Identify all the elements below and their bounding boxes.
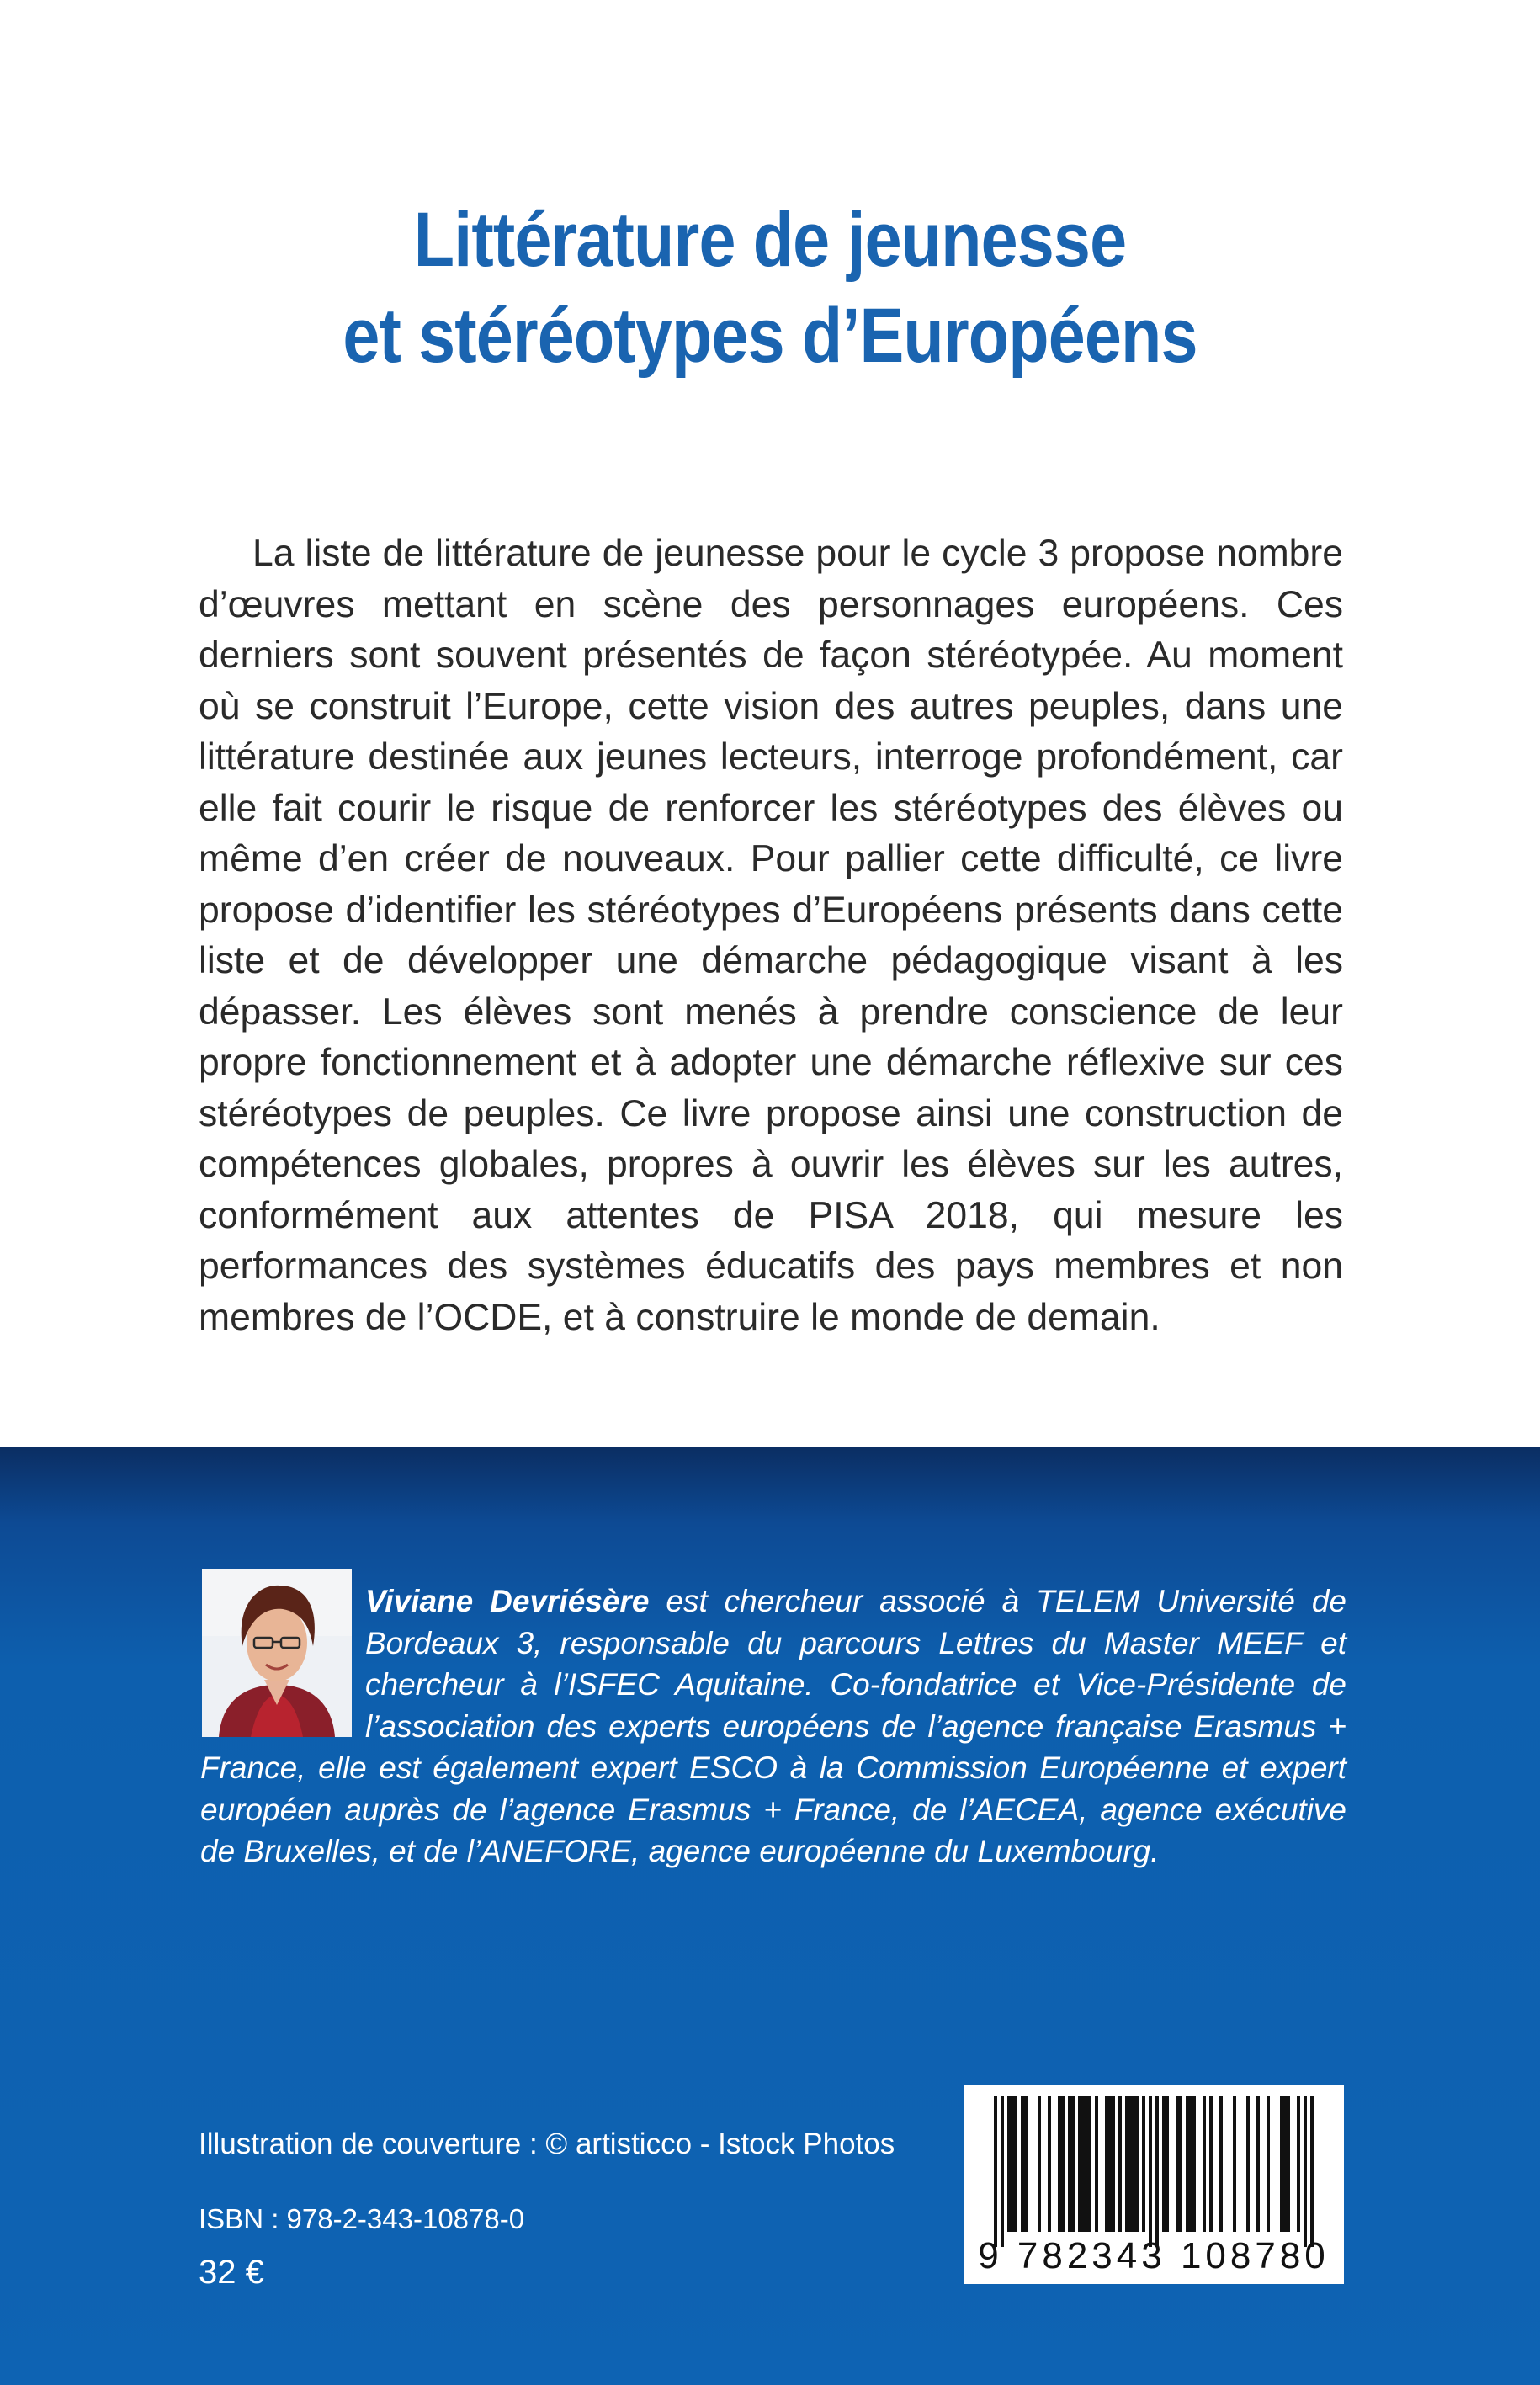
barcode-bar xyxy=(1149,2096,1152,2247)
barcode-bar xyxy=(1112,2096,1115,2232)
barcode-bar xyxy=(1105,2096,1108,2232)
barcode-bar xyxy=(1007,2096,1011,2232)
barcode-bar xyxy=(1189,2096,1192,2232)
barcode-bar xyxy=(1203,2096,1206,2232)
barcode-bar xyxy=(1297,2096,1300,2232)
barcode-bar xyxy=(1058,2096,1061,2232)
barcode-bar xyxy=(1192,2096,1196,2232)
barcode-bar xyxy=(1256,2096,1260,2232)
author-name: Viviane Devriésère xyxy=(365,1584,650,1618)
barcode-bar xyxy=(1135,2096,1139,2232)
barcode-bar xyxy=(1048,2096,1051,2232)
barcode-bar xyxy=(1001,2096,1004,2247)
barcode-bar xyxy=(1024,2096,1028,2232)
barcode-bar xyxy=(1283,2096,1287,2232)
book-title-line-1: Littérature de jeunesse xyxy=(413,197,1127,283)
author-bio-text: est chercheur associé à TELEM Université de Bordeaux 3, responsable du parcours Lettres du Master MEEF et chercheur à l’ISFEC Aquitaine. Co-fondatrice et Vice-Présidente de l’association des experts européens de l’agence française Erasmus + France, elle est également expert ESCO à la Commission Européenne et expert européen auprès de l’agence Erasmus + France, de l’AECEA, agence exécutive de Bruxelles, et de l’ANEFORE, agence européenne du Luxembourg. xyxy=(200,1584,1346,1868)
barcode-bar xyxy=(1304,2096,1307,2247)
barcode-bar xyxy=(1118,2096,1122,2232)
barcode-bar xyxy=(1078,2096,1081,2232)
book-title-line-2: et stéréotypes d’Européens xyxy=(343,293,1197,379)
barcode-bar xyxy=(1061,2096,1065,2232)
barcode-bar xyxy=(1108,2096,1112,2232)
summary-paragraph: La liste de littérature de jeunesse pour le cycle 3 propose nombre d’œuvres mettant en scène des personnages européens. Ces derniers sont souvent présentés de façon stéréotypée. Au moment où se construit l’Europe, cette vision des autres peuples, dans une littérature destinée aux jeunes lecteurs, interroge profondément, car elle fait courir le risque de renforcer les stéréotypes des élèves ou même d’en créer de nouveaux. Pour pallier cette difficulté, ce livre propose d’identifier les stéréotypes d’Européens présents dans cette liste et de développer une démarche pédagogique visant à les dépasser. Les élèves sont menés à prendre conscience de leur propre fonctionnement et à adopter une démarche réflexive sur ces stéréotypes de peuples. Ce livre propose ainsi une construction de compétences globales, propres à ouvrir les élèves sur les autres, conformément aux attentes de PISA 2018, qui mesure les performances des systèmes éducatifs des pays membres et non membres de l’OCDE, et à construire le monde de demain. xyxy=(199,533,1343,1338)
barcode-bar xyxy=(1280,2096,1283,2232)
barcode-bar xyxy=(1021,2096,1024,2232)
barcode-bar xyxy=(1085,2096,1088,2232)
barcode-bar xyxy=(1081,2096,1085,2232)
barcode-bar xyxy=(1095,2096,1098,2232)
barcode-bar xyxy=(1166,2096,1169,2232)
barcode-number: 9 782343 108780 xyxy=(978,2235,1330,2276)
barcode-bar xyxy=(1287,2096,1290,2232)
barcode-bar xyxy=(1071,2096,1075,2232)
barcode-bar xyxy=(994,2096,997,2247)
barcode-bar xyxy=(1246,2096,1250,2232)
barcode-bar xyxy=(1176,2096,1179,2232)
barcode-bar xyxy=(1068,2096,1071,2232)
barcode-bar xyxy=(1209,2096,1213,2232)
barcode-bar xyxy=(1038,2096,1041,2232)
author-biography xyxy=(200,1580,1346,1872)
barcode xyxy=(964,2085,1344,2284)
barcode-bar xyxy=(1014,2096,1017,2232)
illustration-credit: Illustration de couverture : © artisticco - Istock Photos xyxy=(199,2127,895,2160)
barcode-bar xyxy=(1179,2096,1182,2232)
barcode-bar xyxy=(1233,2096,1236,2232)
barcode-bar xyxy=(1267,2096,1270,2232)
barcode-bar xyxy=(1219,2096,1223,2232)
barcode-bar xyxy=(1186,2096,1189,2232)
barcode-bar xyxy=(1155,2096,1159,2247)
barcode-bar xyxy=(1310,2096,1314,2247)
barcode-bar xyxy=(1088,2096,1091,2232)
barcode-bar xyxy=(1142,2096,1145,2232)
price: 32 € xyxy=(199,2254,264,2291)
book-title xyxy=(108,192,1432,384)
barcode-bar xyxy=(1011,2096,1014,2232)
isbn: ISBN : 978-2-343-10878-0 xyxy=(199,2203,525,2234)
barcode-bar xyxy=(1162,2096,1166,2232)
barcode-bar xyxy=(1128,2096,1132,2232)
barcode-bar xyxy=(1125,2096,1128,2232)
barcode-bar xyxy=(1132,2096,1135,2232)
